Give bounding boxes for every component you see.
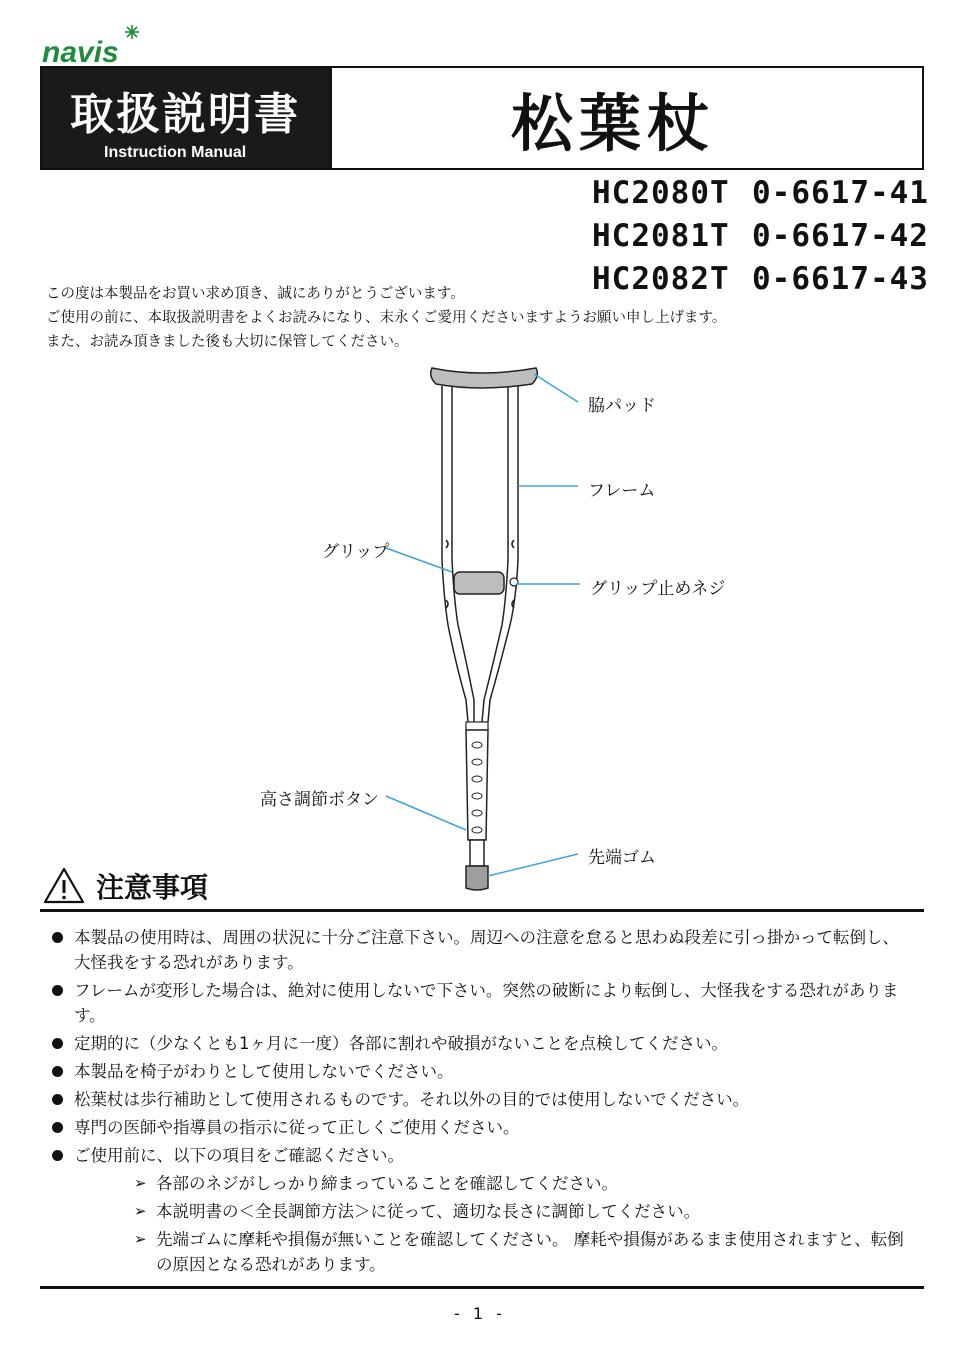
model-row: HC2082T 0-6617-43 bbox=[592, 261, 929, 297]
divider-bottom bbox=[40, 1286, 924, 1289]
logo-text: navis bbox=[42, 36, 119, 66]
manual-label-block bbox=[42, 68, 330, 168]
bullet-icon bbox=[52, 985, 63, 996]
lower-tube bbox=[466, 722, 488, 730]
caution-item: ご使用前に、以下の項目をご確認ください。 bbox=[52, 1143, 912, 1168]
crutch-diagram bbox=[0, 352, 960, 892]
label-grip-screw: グリップ止めネジ bbox=[590, 579, 726, 599]
bullet-icon bbox=[52, 1038, 63, 1049]
bullet-icon bbox=[52, 1066, 63, 1077]
model-row: HC2080T 0-6617-41 bbox=[592, 175, 929, 211]
divider-top bbox=[40, 909, 924, 912]
intro-line: また、お読み頂きました後も大切に保管してください。 bbox=[46, 334, 409, 350]
bullet-icon bbox=[52, 1122, 63, 1133]
intro-line: ご使用の前に、本取扱説明書をよくお読みになり、末永くご愛用くださいますようお願い申し上げます。 bbox=[46, 310, 727, 326]
label-armpit-pad: 脇パッド bbox=[588, 396, 656, 416]
caution-item: フレームが変形した場合は、絶対に使用しないで下さい。突然の破断により転倒し、大怪我をする恐れがあります。 bbox=[52, 978, 912, 1028]
manual-title-jp: 取扱説明書 bbox=[70, 89, 300, 140]
tip-rubber-shape bbox=[466, 866, 488, 890]
bullet-icon bbox=[52, 932, 63, 943]
logo-star-icon bbox=[125, 25, 139, 39]
lower-tip-tube bbox=[470, 840, 484, 866]
caution-sub-item: ➢ 本説明書の＜全長調節方法＞に従って、適切な長さに調節してください。 bbox=[52, 1199, 912, 1224]
bullet-icon bbox=[52, 1150, 63, 1161]
navis-logo bbox=[40, 22, 170, 66]
grip-shape bbox=[454, 572, 504, 594]
intro-line: この度は本製品をお買い求め頂き、誠にありがとうございます。 bbox=[46, 286, 465, 302]
manual-title-en: Instruction Manual bbox=[104, 144, 247, 161]
warning-icon bbox=[42, 866, 86, 906]
label-height-button: 高さ調節ボタン bbox=[260, 790, 379, 810]
header-box bbox=[40, 66, 924, 170]
arrow-bullet-icon: ➢ bbox=[134, 1174, 147, 1192]
label-grip: グリップ bbox=[322, 542, 390, 562]
caution-sub-item: ➢ 先端ゴムに摩耗や損傷が無いことを確認してください。 摩耗や損傷があるまま使用されますと、転倒の原因となる恐れがあります。 bbox=[52, 1227, 912, 1277]
caution-item: 松葉杖は歩行補助として使用されるものです。それ以外の目的では使用しないでください。 bbox=[52, 1087, 912, 1112]
caution-list bbox=[52, 925, 912, 1280]
model-row: HC2081T 0-6617-42 bbox=[592, 218, 929, 254]
caution-item: 定期的に（少なくとも1ヶ月に一度）各部に割れや破損がないことを点検してください。 bbox=[52, 1031, 912, 1056]
page-number: - 1 - bbox=[454, 1304, 506, 1323]
product-title: 松葉杖 bbox=[510, 86, 715, 160]
arrow-bullet-icon: ➢ bbox=[134, 1230, 147, 1248]
lower-tube-body bbox=[466, 730, 488, 840]
arrow-bullet-icon: ➢ bbox=[134, 1202, 147, 1220]
grip-screw-shape bbox=[510, 578, 518, 586]
bullet-icon bbox=[52, 1094, 63, 1105]
crutch-frame bbox=[442, 386, 518, 722]
caution-sub-item: ➢ 各部のネジがしっかり締まっていることを確認してください。 bbox=[52, 1171, 912, 1196]
caution-title: 注意事項 bbox=[96, 871, 209, 904]
caution-item: 専門の医師や指導員の指示に従って正しくご使用ください。 bbox=[52, 1115, 912, 1140]
intro-text bbox=[46, 282, 726, 354]
product-title-block bbox=[330, 68, 922, 168]
label-tip-rubber: 先端ゴム bbox=[588, 848, 656, 868]
caution-item: 本製品の使用時は、周囲の状況に十分ご注意下さい。周辺への注意を怠ると思わぬ段差に引っ掛かって転倒し、大怪我をする恐れがあります。 bbox=[52, 925, 912, 975]
label-frame: フレーム bbox=[588, 481, 656, 501]
armpit-pad-shape bbox=[431, 368, 538, 388]
caution-item: 本製品を椅子がわりとして使用しないでください。 bbox=[52, 1059, 912, 1084]
